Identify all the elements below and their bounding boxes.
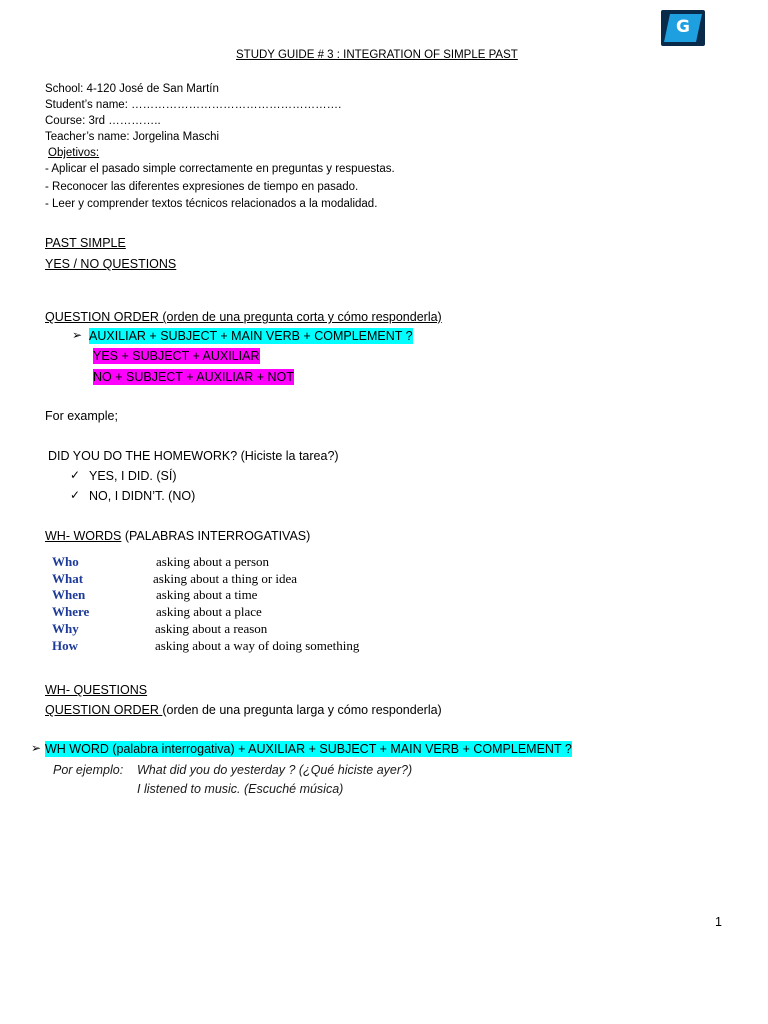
wh-word: Who	[52, 554, 79, 569]
page-title: STUDY GUIDE # 3 : INTEGRATION OF SIMPLE PAST	[236, 49, 518, 61]
objective-item: - Reconocer las diferentes expresiones de tiempo en pasado.	[45, 181, 359, 193]
objectives-heading: Objetivos:	[48, 147, 100, 159]
wh-word: Where	[52, 604, 90, 619]
wh-word: How	[52, 638, 78, 653]
teacher-line: Teacher’s name: Jorgelina Maschi	[45, 131, 220, 143]
example-label: For example;	[45, 409, 118, 423]
wh-question-order-underlined: QUESTION ORDER	[45, 703, 163, 717]
example-answer-yes: YES, I DID. (SÍ)	[89, 469, 177, 483]
logo-letter: G	[676, 17, 690, 37]
check-icon: ✓	[70, 488, 81, 502]
course-line: Course: 3rd …………..	[45, 115, 161, 127]
past-simple-heading: PAST SIMPLE	[45, 236, 126, 250]
wh-meaning: asking about a reason	[155, 621, 268, 636]
objective-item: - Leer y comprender textos técnicos relacionados a la modalidad.	[45, 198, 378, 210]
wh-meaning: asking about a thing or idea	[153, 571, 298, 586]
wh-example-label: Por ejemplo:	[53, 763, 124, 777]
question-order-heading: QUESTION ORDER (orden de una pregunta corta y cómo responderla)	[45, 310, 442, 324]
wh-question-order-rest: (orden de una pregunta larga y cómo responderla)	[162, 703, 442, 717]
wh-formula: WH WORD (palabra interrogativa) + AUXILIAR + SUBJECT + MAIN VERB + COMPLEMENT ?	[45, 742, 572, 756]
wh-question-order-heading	[45, 702, 442, 718]
example-answer-no: NO, I DIDN’T. (NO)	[89, 489, 196, 503]
wh-meaning: asking about a time	[156, 587, 258, 602]
wh-meaning: asking about a place	[156, 604, 262, 619]
wh-questions-heading: WH- QUESTIONS	[45, 683, 148, 697]
wh-words-heading-underlined: WH- WORDS	[45, 529, 122, 543]
student-name-line: Student’s name: ……………………………………………….	[45, 99, 342, 111]
check-icon: ✓	[70, 468, 81, 482]
wh-word: What	[52, 571, 84, 586]
example-question: DID YOU DO THE HOMEWORK? (Hiciste la tarea?)	[48, 449, 339, 463]
wh-word: When	[52, 587, 86, 602]
page-number: 1	[715, 915, 722, 929]
yes-no-heading: YES / NO QUESTIONS	[45, 257, 177, 271]
formula-no: NO + SUBJECT + AUXILIAR + NOT	[93, 370, 294, 384]
formula-yes: YES + SUBJECT + AUXILIAR	[93, 349, 260, 363]
wh-meaning: asking about a way of doing something	[155, 638, 360, 653]
wh-word: Why	[52, 621, 79, 636]
arrow-bullet-icon: ➢	[31, 741, 42, 755]
wh-example-answer: I listened to music. (Escuché música)	[137, 782, 344, 796]
school-line: School: 4-120 José de San Martín	[45, 83, 219, 95]
wh-example-question: What did you do yesterday ? (¿Qué hiciste ayer?)	[137, 763, 413, 777]
study-guide-logo-icon	[661, 10, 705, 46]
objective-item: - Aplicar el pasado simple correctamente en preguntas y respuestas.	[45, 163, 395, 175]
arrow-bullet-icon: ➢	[72, 328, 83, 342]
wh-words-heading	[45, 528, 310, 544]
formula-question: AUXILIAR + SUBJECT + MAIN VERB + COMPLEMENT ?	[89, 329, 413, 343]
wh-meaning: asking about a person	[156, 554, 270, 569]
wh-words-heading-rest: (PALABRAS INTERROGATIVAS)	[121, 529, 311, 543]
